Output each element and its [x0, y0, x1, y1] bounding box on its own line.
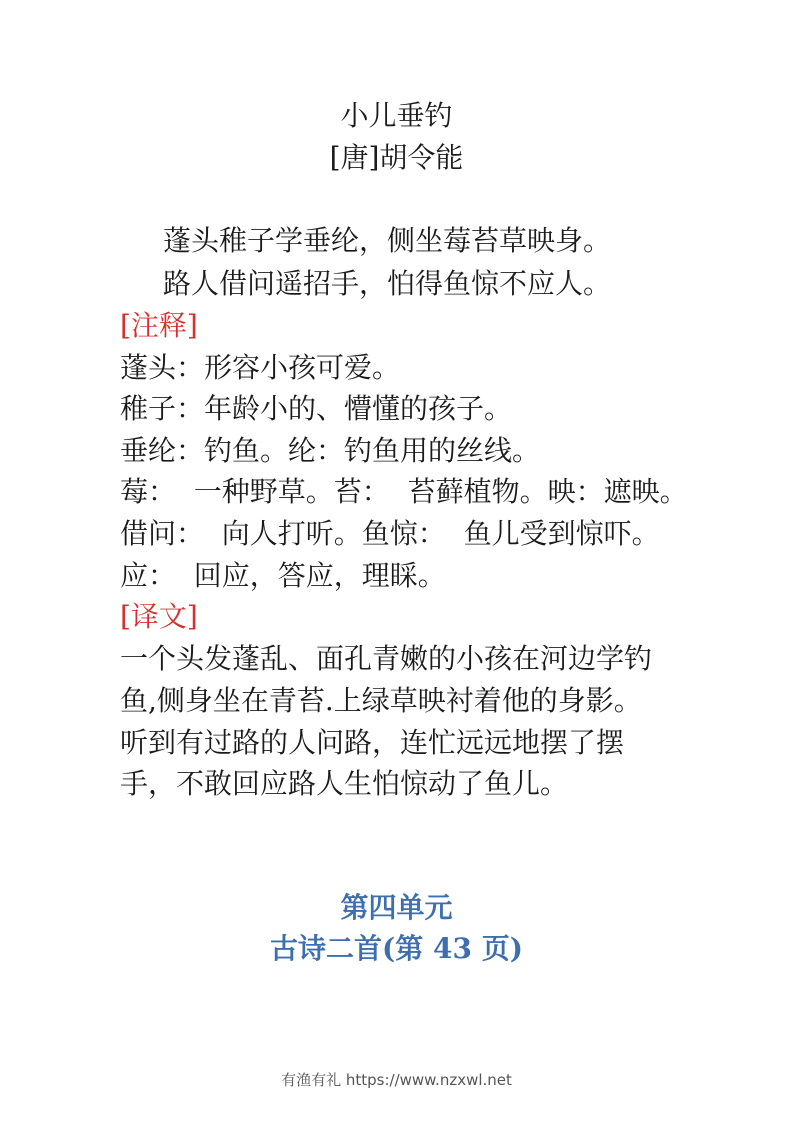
translation-line: 听到有过路的人问路，连忙远远地摆了摆	[120, 726, 625, 759]
note-line: 莓： 一种野草。苔： 苔藓植物。映：遮映。	[120, 475, 688, 508]
notes-heading: [注释]	[120, 309, 198, 342]
unit-heading: 第四单元	[340, 891, 453, 924]
note-line: 应： 回应，答应，理睬。	[120, 559, 446, 592]
translation-line: 手，不敢回应路人生怕惊动了鱼儿。	[120, 767, 569, 800]
poem-title: 小儿垂钓	[340, 99, 453, 132]
poem-line: 路人借问遥招手，怕得鱼惊不应人。	[163, 267, 612, 300]
translation-line: 鱼,侧身坐在青苔.上绿草映衬着他的身影。	[120, 684, 642, 717]
translation-line: 一个头发蓬乱、面孔青嫩的小孩在河边学钓	[120, 642, 653, 675]
note-line: 蓬头：形容小孩可爱。	[120, 351, 401, 384]
footer-watermark: 有渔有礼 https://www.nzxwl.net	[281, 1071, 512, 1089]
translation-heading: [译文]	[120, 600, 198, 633]
note-line: 借问： 向人打听。鱼惊： 鱼儿受到惊吓。	[120, 517, 660, 550]
poem-line: 蓬头稚子学垂纶，侧坐莓苔草映身。	[163, 224, 612, 257]
section-heading: 古诗二首(第 43 页)	[270, 932, 523, 965]
poem-author: [唐]胡令能	[329, 141, 464, 174]
note-line: 垂纶：钓鱼。纶：钓鱼用的丝线。	[120, 434, 541, 467]
note-line: 稚子：年龄小的、懵懂的孩子。	[120, 392, 513, 425]
